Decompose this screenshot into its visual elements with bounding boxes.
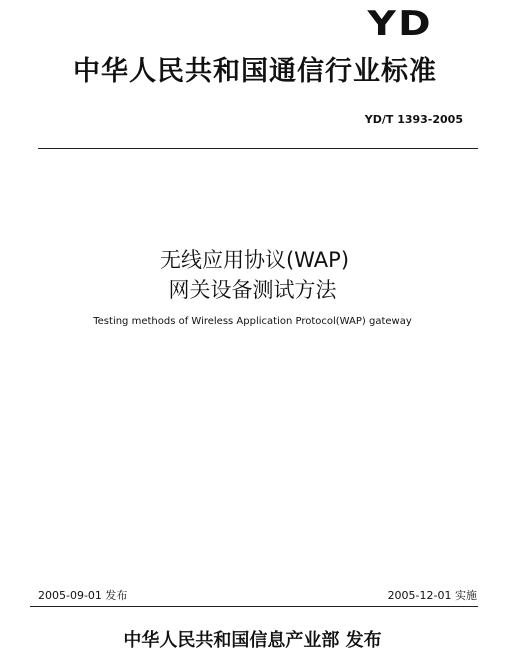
document-title-line2: 网关设备测试方法 (168, 278, 337, 302)
top-divider (38, 148, 478, 149)
document-title-line1: 无线应用协议(WAP) (159, 248, 350, 272)
document-english-title: Testing methods of Wireless Application Protocol(WAP) gateway (93, 316, 412, 327)
bottom-divider (30, 606, 478, 607)
issue-date: 2005-09-01 发布 (38, 589, 128, 602)
publisher: 中华人民共和国信息产业部 发布 (123, 630, 382, 651)
implementation-date: 2005-12-01 实施 (387, 589, 477, 602)
yd-logo: YD (367, 4, 433, 44)
standard-category-title: 中华人民共和国通信行业标准 (73, 56, 437, 87)
standard-code: YD/T 1393-2005 (364, 113, 463, 126)
